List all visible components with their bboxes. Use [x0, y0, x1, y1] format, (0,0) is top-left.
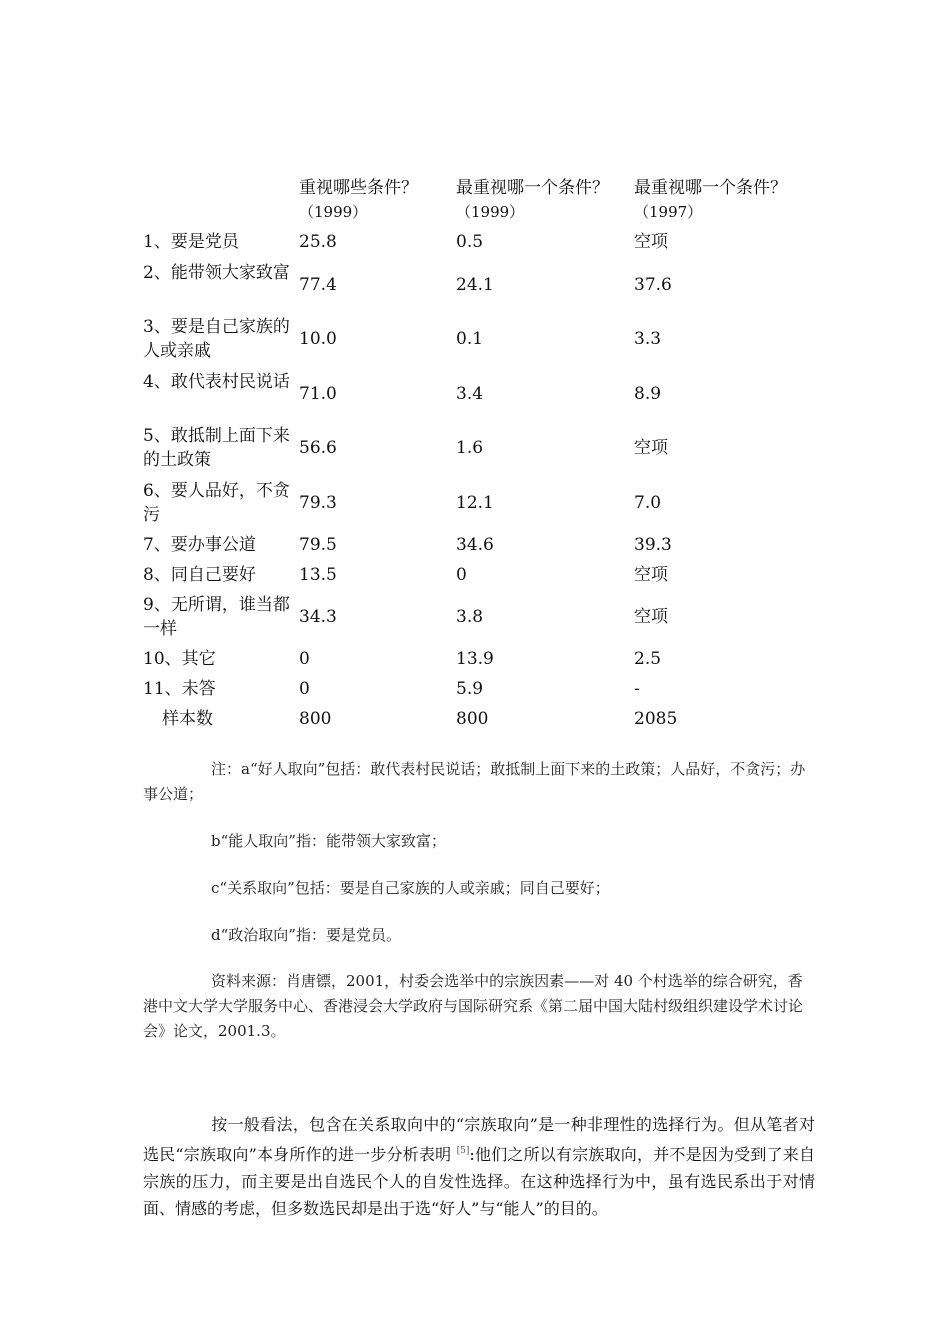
cell-value: 空项 [634, 232, 668, 252]
cell-value: 800 [299, 709, 332, 729]
cell-value: 39.3 [634, 535, 672, 555]
note-d-text: d“政治取向”指：要是党员。 [211, 926, 401, 944]
row-label: 3、要是自己家族的人或亲戚 [143, 317, 290, 361]
cell-value: 0.1 [456, 329, 484, 349]
row-label: 5、敢抵制上面下来的土政策 [143, 426, 290, 470]
column-header-title: 最重视哪一个条件？ [634, 178, 787, 198]
column-header-year: （1999） [299, 203, 368, 221]
note-c-text: c“关系取向”包括：要是自己家族的人或亲戚；同自己要好； [211, 879, 610, 897]
cell-value: 34.6 [456, 535, 494, 555]
note-b [143, 829, 813, 854]
cell-value: 13.5 [299, 565, 337, 585]
row-label: 样本数 [162, 709, 213, 729]
column-header-year: （1997） [634, 203, 703, 221]
cell-value: 空项 [634, 438, 668, 458]
cell-value: 12.1 [456, 493, 494, 513]
cell-value: 77.4 [299, 275, 337, 295]
cell-value: 71.0 [299, 384, 337, 404]
cell-value: 79.3 [299, 493, 337, 513]
cell-value: 空项 [634, 607, 668, 627]
column-header-2 [456, 176, 609, 224]
paragraph-text-2: :他们之所以有宗族取向，并不是因为受到了来自宗族的压力，而主要是出自选民个人的自发性选择。在这种选择行为中，虽有选民系出于对情面、情感的考虑，但多数选民却是出于选“好人”与“能人”的目的。 [143, 1145, 815, 1218]
cell-value: 79.5 [299, 535, 337, 555]
row-label: 10、其它 [143, 649, 216, 669]
cell-value: 13.9 [456, 649, 494, 669]
row-label: 2、能带领大家致富 [143, 263, 290, 283]
column-header-1 [299, 176, 418, 224]
row-label: 6、要人品好，不贪污 [143, 481, 290, 525]
column-header-3 [634, 176, 787, 224]
cell-value: 8.9 [634, 384, 662, 404]
row-label: 1、要是党员 [143, 232, 239, 252]
row-label: 8、同自己要好 [143, 565, 256, 585]
cell-value: 24.1 [456, 275, 494, 295]
note-a [143, 757, 813, 807]
cell-value: - [634, 679, 640, 699]
body-paragraph [143, 1111, 815, 1222]
cell-value: 34.3 [299, 607, 337, 627]
column-header-year: （1999） [456, 203, 525, 221]
column-header-title: 最重视哪一个条件？ [456, 178, 609, 198]
row-label: 9、无所谓，谁当都一样 [143, 595, 290, 639]
cell-value: 3.4 [456, 384, 484, 404]
cell-value: 10.0 [299, 329, 337, 349]
cell-value: 5.9 [456, 679, 484, 699]
row-label: 7、要办事公道 [143, 535, 256, 555]
cell-value: 25.8 [299, 232, 337, 252]
note-c [143, 876, 813, 901]
cell-value: 0.5 [456, 232, 484, 252]
cell-value: 800 [456, 709, 489, 729]
source-note [143, 969, 813, 1044]
row-label: 4、敢代表村民说话 [143, 372, 290, 392]
note-b-text: b“能人取向”指：能带领大家致富； [211, 832, 446, 850]
source-text: 资料来源：肖唐镖，2001，村委会选举中的宗族因素——对 40 个村选举的综合研究，香港中文大学大学服务中心、香港浸会大学政府与国际研究系《第二届中国大陆村级组织建设学术讨论会》论文，2001.3。 [143, 972, 804, 1040]
citation-ref[interactable]: [5] [456, 1146, 470, 1156]
cell-value: 2085 [634, 709, 678, 729]
paragraph-text-1: 按一般看法，包含在关系取向中的“宗族取向”是一种非理性的选择行为。但从笔者对选民“宗族取向”本身所作的进一步分析表明 [143, 1115, 815, 1164]
cell-value: 3.3 [634, 329, 662, 349]
note-d [143, 923, 813, 948]
cell-value: 2.5 [634, 649, 662, 669]
cell-value: 37.6 [634, 275, 672, 295]
cell-value: 空项 [634, 565, 668, 585]
cell-value: 1.6 [456, 438, 484, 458]
row-label: 11、未答 [143, 679, 216, 699]
cell-value: 7.0 [634, 493, 662, 513]
note-a-text: 注：a“好人取向”包括：敢代表村民说话；敢抵制上面下来的土政策；人品好，不贪污；办事公道； [143, 760, 806, 803]
cell-value: 0 [299, 679, 310, 699]
cell-value: 0 [456, 565, 467, 585]
cell-value: 3.8 [456, 607, 484, 627]
cell-value: 56.6 [299, 438, 337, 458]
column-header-title: 重视哪些条件？ [299, 178, 418, 198]
cell-value: 0 [299, 649, 310, 669]
